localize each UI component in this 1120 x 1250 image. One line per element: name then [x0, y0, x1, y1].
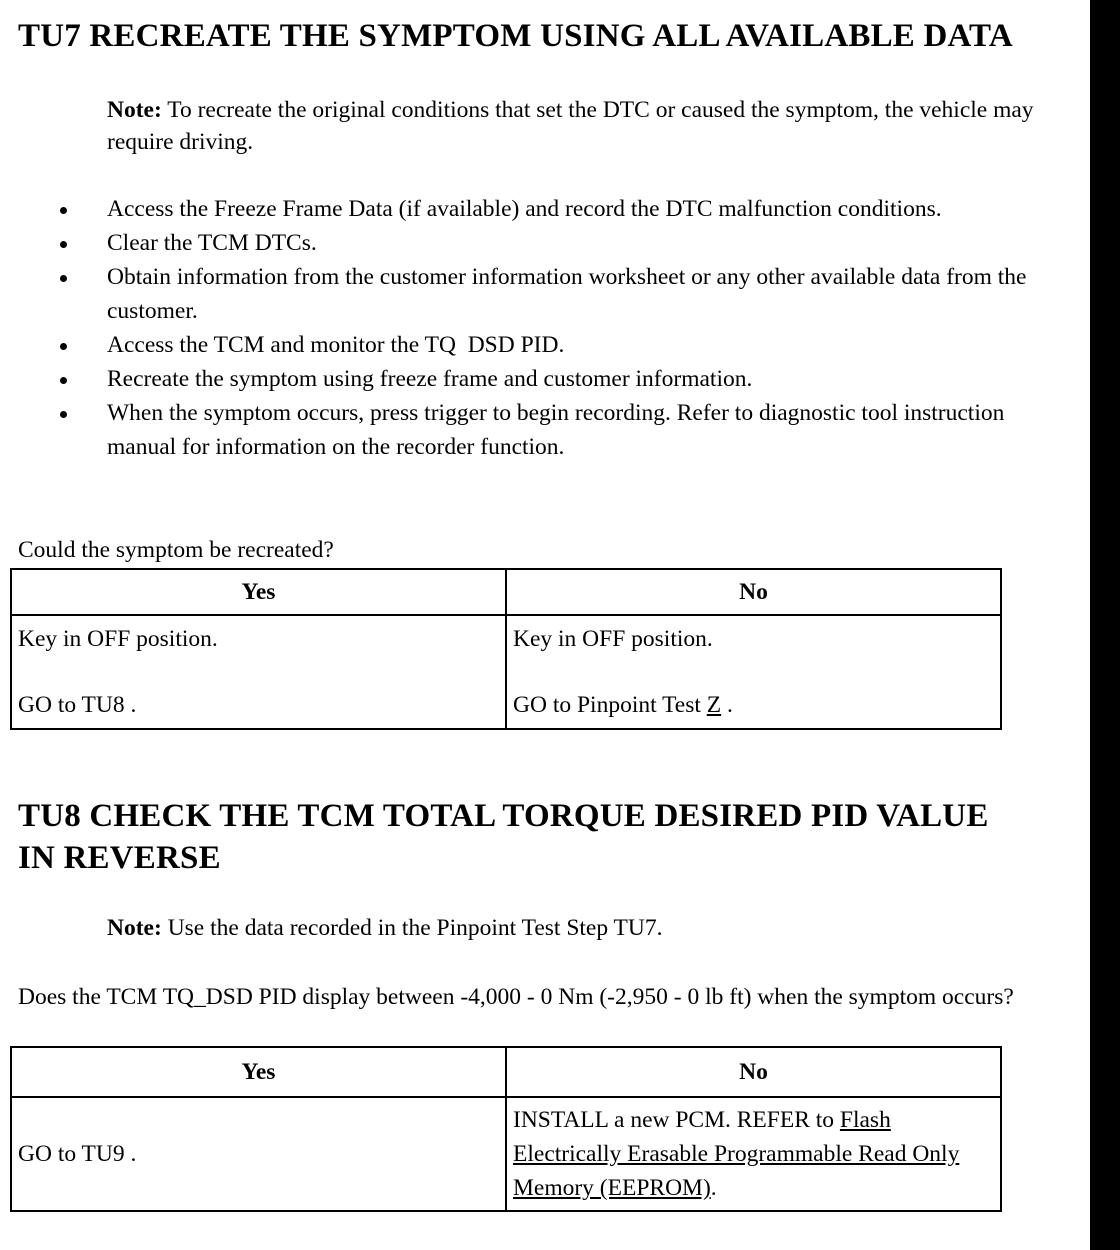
tu8-heading-line2: IN REVERSE	[18, 840, 221, 876]
tu7-yes-cell	[11, 615, 506, 729]
list-item	[0, 226, 1052, 260]
tu8-heading	[18, 795, 989, 879]
tu8-question: Does the TCM TQ_DSD PID display between -4,000 - 0 Nm (-2,950 - 0 lb ft) when the symptom occurs?	[18, 984, 1014, 1010]
list-item	[0, 260, 1052, 328]
tu8-note-text: Use the data recorded in the Pinpoint Test Step TU7.	[167, 915, 663, 941]
tu8-yes-cell[interactable]: GO to TU9 .	[11, 1097, 506, 1211]
tu7-yes-line1: Key in OFF position.	[18, 626, 218, 652]
bullet-icon	[60, 343, 67, 350]
bullet-icon	[60, 377, 67, 384]
flash-eeprom-link[interactable]: Flash Electrically Erasable Programmable Read Only Memory (EEPROM)	[513, 1107, 960, 1201]
list-item	[0, 328, 1052, 362]
tu7-no-line2-suffix: .	[721, 692, 733, 718]
list-item-text: Recreate the symptom using freeze frame and customer information.	[107, 366, 753, 392]
tu7-no-line2	[513, 690, 994, 720]
tu7-yes-line2[interactable]: GO to TU8 .	[18, 692, 137, 718]
pinpoint-test-z-link[interactable]: Z	[706, 692, 722, 718]
yes-column-header: Yes	[11, 569, 506, 615]
tu7-heading: TU7 RECREATE THE SYMPTOM USING ALL AVAILABLE DATA	[18, 18, 1013, 54]
tu7-question: Could the symptom be recreated?	[18, 537, 334, 563]
table-header-row	[11, 569, 1001, 615]
table-header-row	[11, 1047, 1001, 1097]
tu8-no-suffix: .	[710, 1175, 717, 1201]
right-edge-bar	[1090, 0, 1120, 1250]
table-row	[11, 615, 1001, 729]
no-column-header: No	[506, 569, 1001, 615]
yes-column-header: Yes	[11, 1047, 506, 1097]
tu7-note	[107, 94, 1082, 158]
tu8-heading-line1: TU8 CHECK THE TCM TOTAL TORQUE DESIRED PID VALUE	[18, 798, 989, 834]
tu7-no-line1: Key in OFF position.	[513, 626, 713, 652]
tu8-no-cell	[506, 1097, 1001, 1211]
list-item-text: Obtain information from the customer information worksheet or any other available data from the customer.	[107, 264, 1027, 324]
tu8-no-prefix: INSTALL a new PCM. REFER to	[513, 1107, 840, 1133]
tu7-note-text: To recreate the original conditions that set the DTC or caused the symptom, the vehicle may require driving.	[107, 97, 1034, 155]
tu7-result-table	[10, 568, 1002, 730]
list-item-text: Access the Freeze Frame Data (if available) and record the DTC malfunction conditions.	[107, 196, 942, 222]
list-item	[0, 396, 1052, 464]
list-item-text: Access the TCM and monitor the TQ DSD PID.	[107, 332, 565, 358]
no-column-header: No	[506, 1047, 1001, 1097]
bullet-icon	[60, 411, 67, 418]
list-item-text: When the symptom occurs, press trigger to begin recording. Refer to diagnostic tool instruction manual for information on the recorder function.	[107, 400, 1005, 460]
table-row	[11, 1097, 1001, 1211]
list-item-text: Clear the TCM DTCs.	[107, 230, 317, 256]
list-item	[0, 192, 1052, 226]
tu7-note-label: Note:	[107, 97, 162, 123]
list-item	[0, 362, 1052, 396]
bullet-icon	[60, 275, 67, 282]
tu8-result-table	[10, 1046, 1002, 1212]
tu7-bullet-list	[0, 192, 1080, 464]
tu8-note-label: Note:	[107, 915, 162, 941]
tu8-note	[107, 912, 1082, 944]
tu7-no-line2-prefix: GO to Pinpoint Test	[513, 692, 707, 718]
tu7-no-cell	[506, 615, 1001, 729]
bullet-icon	[60, 207, 67, 214]
bullet-icon	[60, 241, 67, 248]
